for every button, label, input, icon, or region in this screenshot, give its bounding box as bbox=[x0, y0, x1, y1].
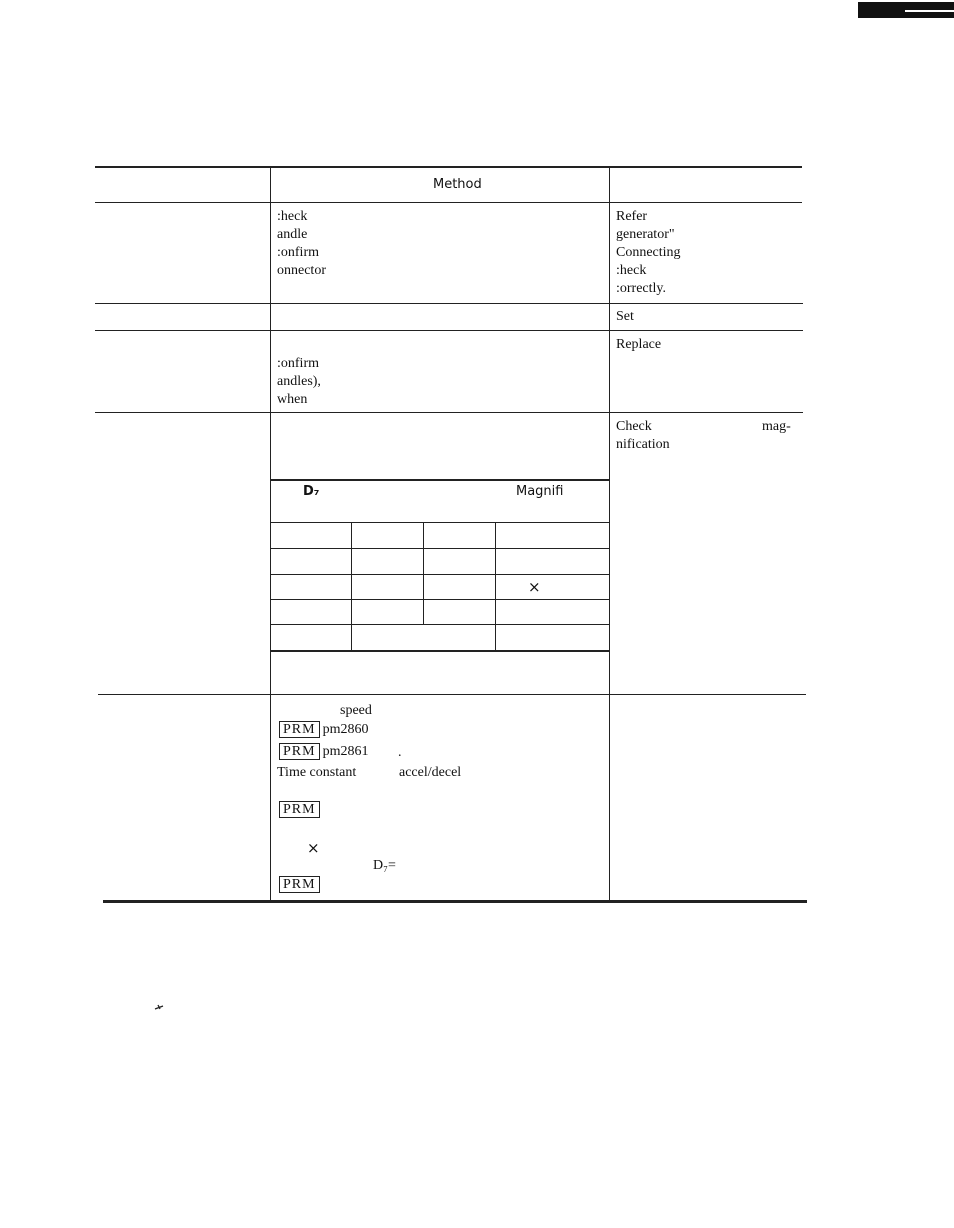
row5-line-prm2860 bbox=[279, 721, 368, 739]
rule-row1-bottom bbox=[95, 303, 803, 304]
row5-line-prm2861 bbox=[279, 743, 368, 761]
rule-col1 bbox=[270, 166, 271, 902]
row5-cross: × bbox=[307, 839, 320, 857]
row3-action-text: Replace bbox=[616, 337, 662, 352]
row5-time-constant: Time constant bbox=[277, 765, 357, 780]
subtable-rule-top bbox=[271, 479, 609, 481]
row5-line-prm-b bbox=[279, 876, 323, 894]
row2-action-text: Set bbox=[616, 309, 634, 324]
subtable-col-b bbox=[423, 522, 424, 624]
row1-method-line: onnector bbox=[277, 263, 326, 278]
row1-action-text bbox=[616, 208, 681, 298]
prm-key-label: PRM bbox=[279, 721, 320, 738]
row5-accel-decel: accel/decel bbox=[399, 765, 462, 780]
subtable-rule-3 bbox=[271, 599, 609, 600]
row1-method-line: :heck bbox=[277, 209, 308, 224]
rule-row2-bottom bbox=[95, 330, 803, 331]
row1-action-line: Connecting bbox=[616, 245, 681, 260]
row5-line-prm-a bbox=[279, 801, 323, 819]
rule-header-bottom bbox=[95, 202, 802, 203]
row4-action-check: Check bbox=[616, 419, 652, 434]
row1-action-line: Refer bbox=[616, 209, 648, 224]
row1-action-line: :heck bbox=[616, 263, 647, 278]
row1-method-line: andle bbox=[277, 227, 308, 242]
subtable-rule-head bbox=[271, 522, 609, 523]
row1-method-text bbox=[277, 208, 326, 280]
rule-row3-bottom bbox=[95, 412, 803, 413]
header-method: Method bbox=[433, 177, 482, 192]
rule-col2 bbox=[609, 166, 610, 902]
subtable-rule-bottom bbox=[271, 650, 609, 652]
row3-method-line: when bbox=[277, 392, 308, 407]
subtable-cross: × bbox=[528, 578, 541, 596]
row5-mark: . bbox=[398, 745, 402, 760]
subtable-header-d7: D₇ bbox=[303, 484, 320, 499]
subtable-col-c bbox=[495, 522, 496, 650]
prm-key-label: PRM bbox=[279, 801, 320, 818]
prm-key-label: PRM bbox=[279, 876, 320, 893]
subtable-col-a bbox=[351, 522, 352, 650]
rule-row4-bottom bbox=[98, 694, 806, 695]
row1-action-line: :orrectly. bbox=[616, 281, 667, 296]
row5-param-2860: pm2860 bbox=[322, 722, 369, 737]
stray-mark bbox=[154, 1003, 166, 1011]
subtable-rule-1 bbox=[271, 548, 609, 549]
subtable-rule-2 bbox=[271, 574, 609, 575]
subtable-rule-4 bbox=[271, 624, 609, 625]
row3-method-text bbox=[277, 355, 321, 409]
prm-key-label: PRM bbox=[279, 743, 320, 760]
row1-action-line: generator" bbox=[616, 227, 675, 242]
rule-top bbox=[95, 166, 802, 168]
row5-speed: speed bbox=[340, 703, 372, 718]
rule-bottom bbox=[103, 900, 807, 903]
row5-d7-eq: D₇= bbox=[373, 858, 396, 873]
row5-param-2861: pm2861 bbox=[322, 744, 369, 759]
subtable-header-magnifi: Magnifi bbox=[516, 484, 564, 499]
row1-method-line: :onfirm bbox=[277, 245, 319, 260]
row4-action-mag: mag- bbox=[762, 419, 791, 434]
row3-method-line: :onfirm bbox=[277, 356, 319, 371]
row4-action-nification: nification bbox=[616, 437, 670, 452]
row3-method-line: andles), bbox=[277, 374, 321, 389]
